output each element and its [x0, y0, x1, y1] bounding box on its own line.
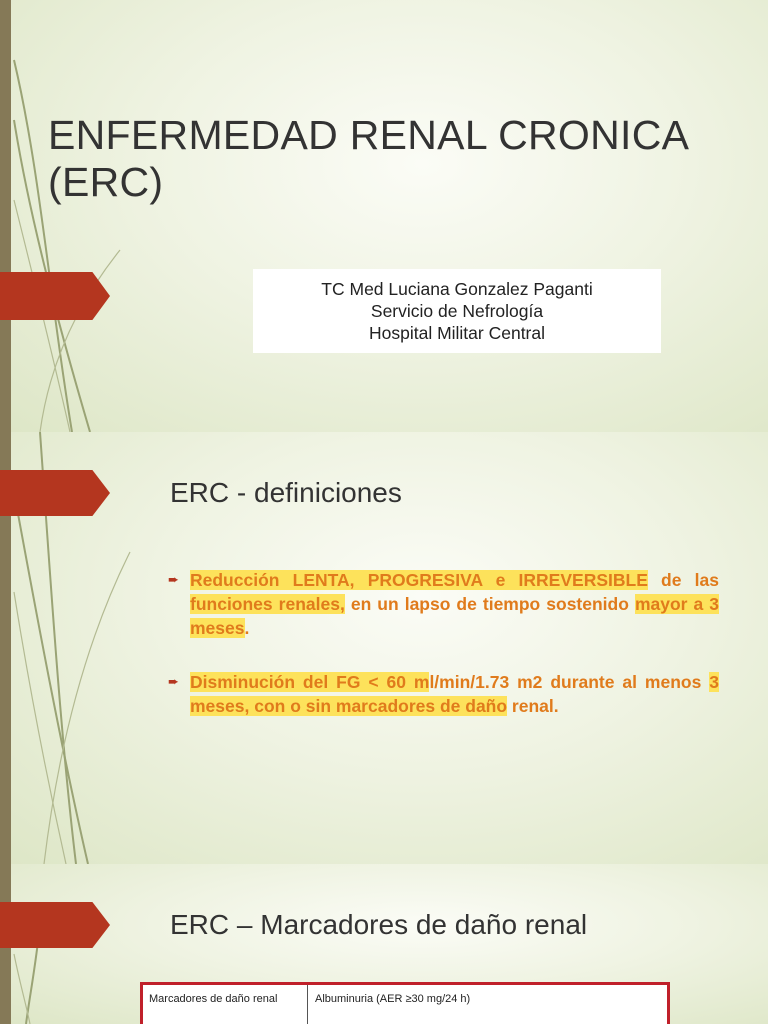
- arrow-bullet-icon: ➨: [168, 674, 179, 689]
- author-box: [253, 269, 661, 353]
- highlighted-text: 3 meses, con o sin marcadores de daño: [190, 672, 719, 716]
- definitions-slide: [0, 432, 768, 864]
- slide-heading: ERC – Marcadores de daño renal: [170, 909, 588, 940]
- bullet-text: renal.: [507, 696, 559, 716]
- title-slide: [0, 0, 768, 432]
- red-arrow-banner-icon: [0, 470, 110, 516]
- author-name: TC Med Luciana Gonzalez Paganti: [321, 279, 593, 299]
- list-item: [168, 568, 719, 640]
- definition-list: [168, 568, 719, 748]
- red-arrow-banner-icon: [0, 272, 110, 320]
- highlighted-text: Reducción LENTA, PROGRESIVA e IRREVERSIBLE: [190, 570, 648, 590]
- author-hospital: Hospital Militar Central: [368, 323, 546, 343]
- slide-title: ENFERMEDAD RENAL CRONICA (ERC): [48, 112, 687, 205]
- bullet-text: de las: [647, 570, 719, 590]
- author-department: Servicio de Nefrología: [370, 301, 544, 321]
- arrow-bullet-icon: ➨: [168, 572, 179, 587]
- decorative-vines: [0, 0, 140, 432]
- table-divider: [307, 985, 308, 1024]
- markers-table: [140, 982, 670, 1024]
- bullet-text: en un lapso de tiempo sostenido: [344, 594, 635, 614]
- highlighted-text: Disminución del FG < 60 m: [190, 672, 430, 692]
- list-item: [168, 670, 719, 718]
- red-arrow-banner-icon: [0, 902, 110, 948]
- highlighted-text: mayor a 3 meses: [190, 594, 719, 638]
- markers-slide: [0, 864, 768, 1024]
- table-cell: Marcadores de daño renal: [149, 993, 278, 1005]
- bullet-text: .: [244, 618, 250, 638]
- highlighted-text: funciones renales,: [190, 594, 345, 614]
- slide-heading: ERC - definiciones: [170, 477, 402, 508]
- table-cell: Albuminuria (AER ≥30 mg/24 h): [315, 993, 471, 1005]
- bullet-text: l/min/1.73 m2 durante al menos: [429, 672, 710, 692]
